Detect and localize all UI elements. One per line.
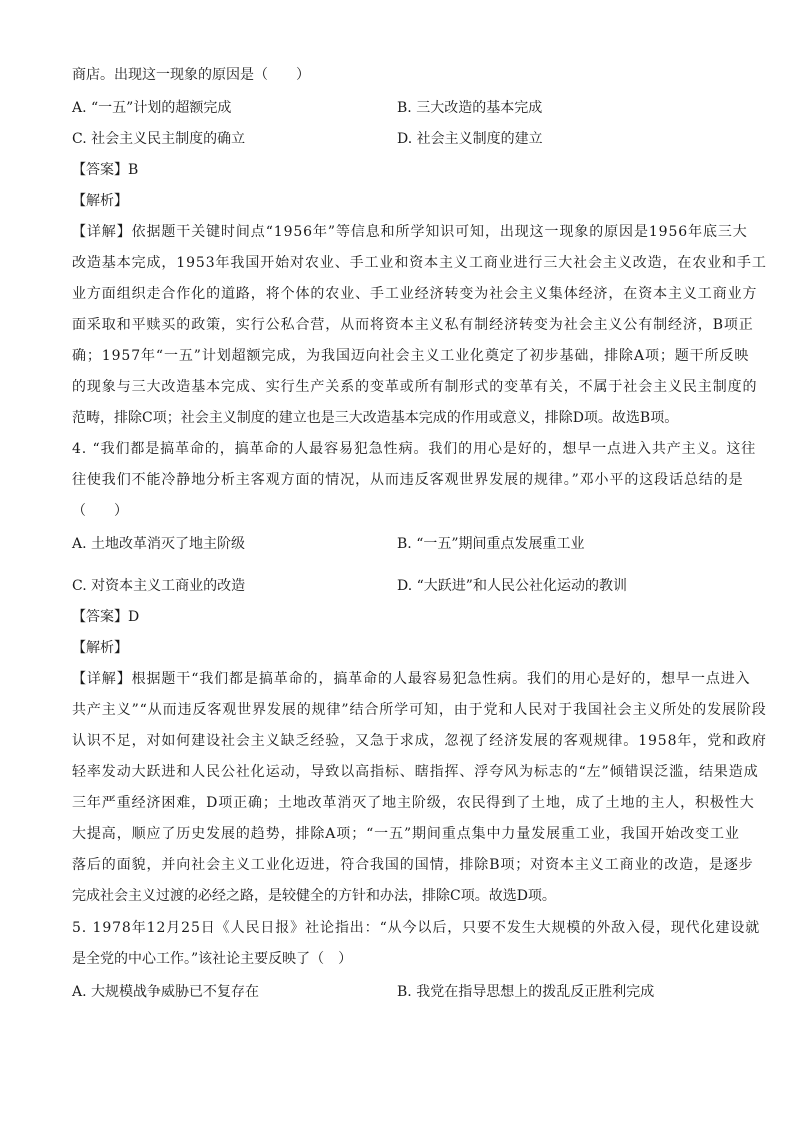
- q3-option-d: D. 社会主义制度的建立: [397, 131, 543, 147]
- q4-analysis-label: 【解析】: [72, 640, 128, 656]
- q4-detail-line: 认识不足，对如何建设社会主义缺乏经验，又急于求成，忽视了经济发展的客观规律。1958年，党和政府: [72, 733, 767, 749]
- q4-detail-line: 大提高，顺应了历史发展的趋势，排除A项；“一五”期间重点集中力量发展重工业，我国开始改变工业: [72, 826, 740, 842]
- q4-stem-line: 往使我们不能冷静地分析主客观方面的情况，从而违反客观世界发展的规律。”邓小平的这段话总结的是: [72, 472, 744, 488]
- q3-detail-line: 确；1957年“一五”计划超额完成，为我国迈向社会主义工业化奠定了初步基础，排除A项；题干所反映: [72, 348, 750, 364]
- q3-detail-line: 业方面组织走合作化的道路，将个体的农业、手工业经济转变为社会主义集体经济，在资本主义工商业方: [72, 286, 758, 302]
- q4-option-b: B. “一五”期间重点发展重工业: [397, 536, 585, 552]
- q4-answer: 【答案】D: [72, 609, 140, 625]
- q3-detail-line: 范畴，排除C项；社会主义制度的建立也是三大改造基本完成的作用或意义，排除D项。故选B项。: [72, 410, 679, 426]
- q3-option-c: C. 社会主义民主制度的确立: [72, 131, 246, 147]
- q3-detail-line: 的现象与三大改造基本完成、实行生产关系的变革或所有制形式的变革有关，不属于社会主义民主制度的: [72, 379, 758, 395]
- q3-stem-tail: 商店。出现这一现象的原因是（ ）: [72, 67, 310, 83]
- q4-stem-line: 4. “我们都是搞革命的，搞革命的人最容易犯急性病。我们的用心是好的，想早一点进入共产主义。这往: [72, 441, 757, 457]
- q4-detail-line: 三年严重经济困难，D项正确；土地改革消灭了地主阶级，农民得到了土地，成了土地的主人，积极性大: [72, 795, 755, 811]
- q4-option-a: A. 土地改革消灭了地主阶级: [72, 536, 246, 552]
- q4-stem-line: （ ）: [72, 503, 128, 519]
- q4-option-c: C. 对资本主义工商业的改造: [72, 578, 246, 594]
- q5-option-b: B. 我党在指导思想上的拨乱反正胜利完成: [397, 984, 655, 1000]
- q3-answer: 【答案】B: [72, 162, 139, 178]
- q4-detail-line: 落后的面貌，并向社会主义工业化迈进，符合我国的国情，排除B项；对资本主义工商业的改造，是逐步: [72, 857, 754, 873]
- q3-option-a: A. “一五”计划的超额完成: [72, 100, 232, 116]
- q3-detail-line: 面采取和平赎买的政策，实行公私合营，从而将资本主义私有制经济转变为社会主义公有制经济，B项正: [72, 317, 754, 333]
- q4-option-d: D. “大跃进”和人民公社化运动的教训: [397, 578, 627, 594]
- q4-detail-line: 轻率发动大跃进和人民公社化运动，导致以高指标、瞎指挥、浮夸风为标志的“左”倾错误泛滥，结果造成: [72, 764, 759, 780]
- q4-detail-line: 完成社会主义过渡的必经之路，是较健全的方针和办法，排除C项。故选D项。: [72, 888, 556, 904]
- q3-detail-line: 【详解】依据题干关键时间点“1956年”等信息和所学知识可知，出现这一现象的原因是1956年底三大: [72, 224, 748, 240]
- q4-detail-line: 【详解】根据题干“我们都是搞革命的，搞革命的人最容易犯急性病。我们的用心是好的，想早一点进入: [72, 671, 751, 687]
- q5-option-a: A. 大规模战争威胁已不复存在: [72, 984, 260, 1000]
- q5-stem-line: 5. 1978年12月25日《人民日报》社论指出：“从今以后，只要不发生大规模的外敌入侵，现代化建设就: [72, 920, 761, 936]
- q5-stem-line: 是全党的中心工作。”该社论主要反映了（ ）: [72, 951, 353, 967]
- q3-option-b: B. 三大改造的基本完成: [397, 100, 543, 116]
- q4-detail-line: 共产主义”“从而违反客观世界发展的规律”结合所学可知，由于党和人民对于我国社会主义所处的发展阶段: [72, 702, 767, 718]
- q3-analysis-label: 【解析】: [72, 193, 128, 209]
- q3-detail-line: 改造基本完成，1953年我国开始对农业、手工业和资本主义工商业进行三大社会主义改造，在农业和手工: [72, 255, 767, 271]
